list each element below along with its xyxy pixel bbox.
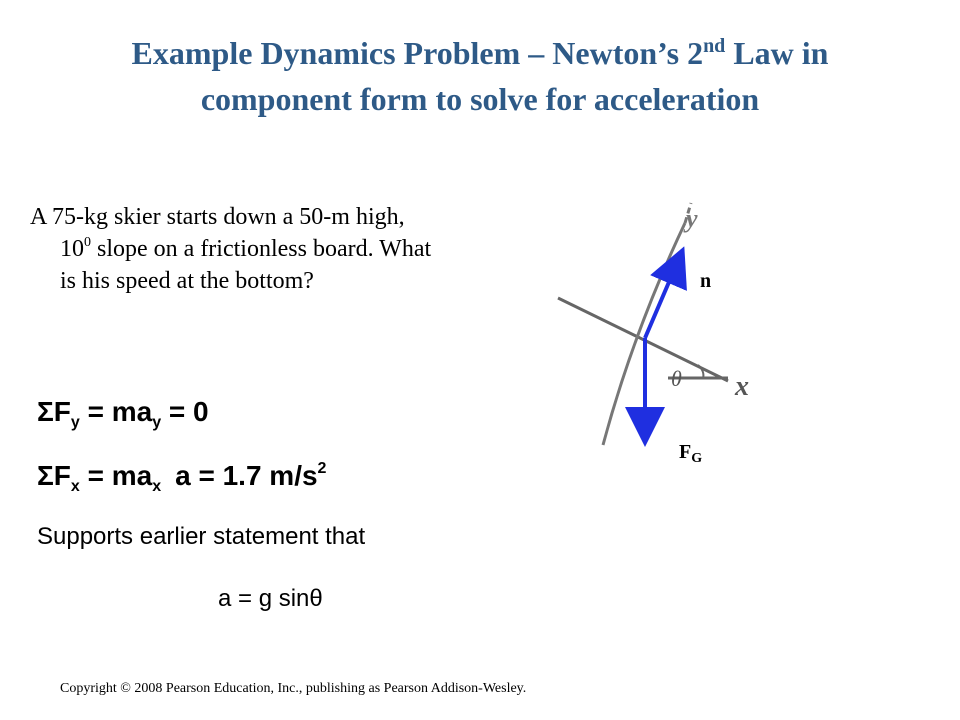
force-diagram bbox=[493, 183, 793, 473]
slide-title bbox=[40, 30, 920, 122]
problem-statement: A 75-kg skier starts down a 50-m high, $10^0$ slope on a frictionless board. What is his speed at the bottom? bbox=[30, 204, 432, 294]
axis-y-label: y bbox=[686, 204, 698, 233]
title-line-2: component form to solve for acceleration bbox=[200, 81, 760, 117]
note-line-2: a = g sinθ bbox=[218, 585, 323, 612]
label-n: n bbox=[700, 270, 712, 292]
label-fg: $F_G$ bbox=[679, 441, 703, 466]
title-line-1: Example Dynamics Problem – Newton’s 2nd Law in bbox=[131, 35, 829, 71]
equation-y: $\Sigma F_y = ma_y = 0$ bbox=[37, 396, 209, 431]
copyright-notice: Copyright © 2008 Pearson Education, Inc., publishing as Pearson Addison-Wesley. bbox=[60, 681, 527, 696]
axis-x-label: x bbox=[735, 371, 749, 402]
angle-label: θ bbox=[671, 366, 682, 391]
note-line-1: Supports earlier statement that bbox=[37, 523, 366, 550]
equation-x: $\Sigma F_x = ma_x$ a = 1.7 $m/s^2$ bbox=[37, 460, 327, 495]
